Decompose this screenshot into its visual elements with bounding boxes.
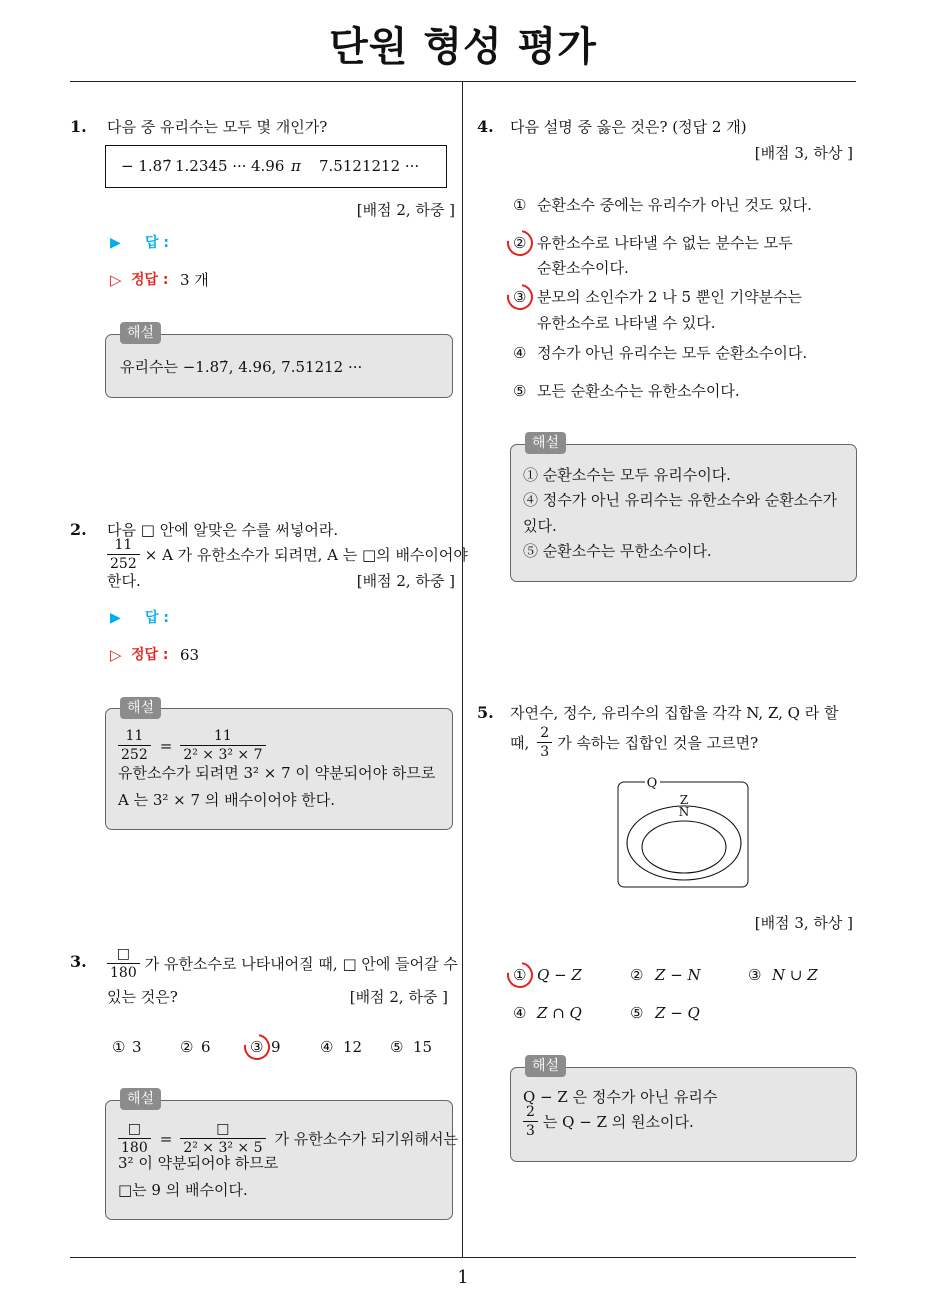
option-text: 유한소수로 나타낼 수 없는 분수는 모두 xyxy=(537,234,793,252)
correct-label: 정답 : xyxy=(131,272,169,288)
fraction-denominator: 252 xyxy=(110,556,137,572)
fraction xyxy=(118,1121,151,1156)
answer-circle-mark xyxy=(502,225,538,261)
option-marker: ② xyxy=(630,966,644,984)
explanation-tab: 해설 xyxy=(120,1088,161,1110)
option-text: 모든 순환소수는 유한소수이다. xyxy=(537,382,740,400)
option-marker: ④ xyxy=(320,1038,334,1056)
option-marker: ⑤ xyxy=(630,1004,644,1022)
explanation-tab: 해설 xyxy=(120,697,161,719)
fraction xyxy=(180,728,265,763)
correct-value: 63 xyxy=(180,646,200,664)
explanation-text: 있다. xyxy=(523,517,557,535)
correct-arrow-icon: ▷ xyxy=(110,271,122,289)
fraction xyxy=(537,725,552,760)
option-marker: ⑤ xyxy=(513,382,527,400)
fraction-numerator: □ xyxy=(118,1121,151,1139)
option-marker: ① xyxy=(513,965,526,985)
option-value: N ∪ Z xyxy=(772,966,818,984)
explanation-text: □는 9 의 배수이다. xyxy=(118,1181,248,1199)
question-text: 가 유한소수로 나타내어질 때, □ 안에 들어갈 수 xyxy=(144,954,458,973)
option-marker: ⑤ xyxy=(390,1038,404,1056)
option-value: 12 xyxy=(343,1038,363,1056)
fraction xyxy=(180,1121,265,1156)
option-marker: ③ xyxy=(748,966,762,984)
set-q-label: Q xyxy=(646,776,658,791)
fraction-denominator: 2² × 3² × 5 xyxy=(183,1140,263,1156)
option-marker: ② xyxy=(180,1038,194,1056)
problem-question: 다음 □ 안에 알맞은 수를 써넣어라. xyxy=(107,521,339,539)
box-item: 7.5121212 ··· xyxy=(319,157,420,175)
option-marker: ① xyxy=(112,1038,126,1056)
explanation-text: ④ 정수가 아닌 유리수는 유한소수와 순환소수가 xyxy=(523,491,838,509)
column-divider xyxy=(462,82,463,1258)
explanation-text: 는 Q − Z 의 원소이다. xyxy=(542,1112,694,1131)
fraction-denominator: 180 xyxy=(121,1140,148,1156)
problem-question-line xyxy=(107,537,468,572)
score-label: [배점 3, 하상 ] xyxy=(754,914,853,932)
fraction-denominator: 252 xyxy=(121,747,148,763)
problem-number: 5. xyxy=(477,703,494,722)
option-value: Z − N xyxy=(655,966,701,984)
option-value: Q − Z xyxy=(537,966,582,984)
score-label: [배점 2, 하중 ] xyxy=(356,201,455,219)
question-text: 가 속하는 집합인 것을 고르면? xyxy=(557,733,759,752)
option-marker: ③ xyxy=(250,1037,263,1057)
explanation-text: 유한소수가 되려면 3² × 7 이 약분되어야 하므로 xyxy=(118,764,436,782)
option-marker: ① xyxy=(513,196,527,214)
answer-circle-mark xyxy=(502,957,538,993)
problem-question-line xyxy=(107,946,458,981)
page-title: 단원 형성 평가 xyxy=(329,24,597,70)
fraction-numerator: □ xyxy=(107,946,140,964)
answer-arrow-icon: ▶ xyxy=(110,610,121,626)
equals-sign: = xyxy=(159,736,173,755)
option-marker: ④ xyxy=(513,344,527,362)
set-n-ellipse xyxy=(642,821,726,873)
set-n-label: N xyxy=(678,805,690,819)
fraction-numerator: 11 xyxy=(118,728,151,746)
option-text: 정수가 아닌 유리수는 모두 순환소수이다. xyxy=(537,344,808,362)
explanation-tab: 해설 xyxy=(525,432,566,454)
set-z-label: Z xyxy=(679,793,689,807)
explanation-line xyxy=(523,1104,694,1139)
fraction-denominator: 180 xyxy=(110,965,137,981)
score-label: [배점 2, 하중 ] xyxy=(349,988,448,1006)
fraction-numerator: 11 xyxy=(107,537,140,555)
explanation-text: Q − Z 은 정수가 아닌 유리수 xyxy=(523,1088,718,1106)
venn-diagram xyxy=(615,776,753,890)
explanation-equation xyxy=(118,1121,458,1156)
correct-label: 정답 : xyxy=(131,647,169,663)
problem-question: 다음 중 유리수는 모두 몇 개인가? xyxy=(107,118,328,136)
option-text: 유한소수로 나타낼 수 있다. xyxy=(537,314,716,332)
option-text: 분모의 소인수가 2 나 5 뿐인 기약분수는 xyxy=(537,288,803,306)
problem-question: 다음 설명 중 옳은 것은? (정답 2 개) xyxy=(510,118,747,136)
score-label: [배점 2, 하중 ] xyxy=(356,572,455,590)
explanation-text: ① 순환소수는 모두 유리수이다. xyxy=(523,466,731,484)
option-value: Z ∩ Q xyxy=(537,1004,582,1022)
fraction xyxy=(118,728,151,763)
fraction-denominator: 3 xyxy=(540,744,550,760)
problem-number: 3. xyxy=(70,952,87,971)
box-item: 1.2345 ··· xyxy=(175,157,247,175)
score-label: [배점 3, 하상 ] xyxy=(754,144,853,162)
correct-value: 3 개 xyxy=(180,271,209,289)
equals-sign: = xyxy=(159,1129,173,1148)
problem-number: 4. xyxy=(477,117,494,136)
fraction-denominator: 2² × 3² × 7 xyxy=(183,747,263,763)
answer-label: 답 : xyxy=(145,610,169,626)
fraction-numerator: 2 xyxy=(523,1104,538,1122)
explanation-text: 가 유한소수가 되기위해서는 xyxy=(274,1129,458,1148)
question-text: × A 가 유한소수가 되려면, A 는 □의 배수이어야 xyxy=(144,545,468,564)
problem-number: 1. xyxy=(70,117,87,136)
explanation-text: ⑤ 순환소수는 무한소수이다. xyxy=(523,542,712,560)
explanation-text: 유리수는 −1.87̇, 4.96, 7.51212 ··· xyxy=(120,358,363,376)
page-number: 1 xyxy=(457,1267,469,1288)
box-item: − 1.87̇ xyxy=(121,157,172,175)
explanation-text: 3² 이 약분되어야 하므로 xyxy=(118,1154,279,1172)
number-list-box xyxy=(105,145,447,188)
option-value: 9 xyxy=(271,1038,281,1056)
top-rule xyxy=(70,81,856,82)
explanation-tab: 해설 xyxy=(120,322,161,344)
explanation-text: A 는 3² × 7 의 배수이어야 한다. xyxy=(118,791,336,809)
fraction-denominator: 3 xyxy=(526,1123,535,1139)
bottom-rule xyxy=(70,1257,856,1258)
option-value: 6 xyxy=(201,1038,211,1056)
option-text: 순환소수이다. xyxy=(537,259,629,277)
problem-question-line xyxy=(510,725,758,760)
question-text: 때, xyxy=(510,733,530,752)
option-marker: ② xyxy=(513,233,526,253)
explanation-tab: 해설 xyxy=(525,1055,566,1077)
option-marker: ④ xyxy=(513,1004,527,1022)
option-value: Z − Q xyxy=(655,1004,700,1022)
answer-circle-mark xyxy=(239,1029,275,1065)
box-item: 4.96 xyxy=(251,157,285,175)
option-value: 3 xyxy=(132,1038,142,1056)
explanation-equation xyxy=(118,728,271,763)
fraction xyxy=(107,537,140,572)
fraction xyxy=(523,1104,538,1139)
option-value: 15 xyxy=(413,1038,433,1056)
fraction-numerator: 11 xyxy=(180,728,265,746)
correct-arrow-icon: ▷ xyxy=(110,646,122,664)
answer-circle-mark xyxy=(502,279,538,315)
box-item: π xyxy=(291,157,301,175)
fraction xyxy=(107,946,140,981)
answer-arrow-icon: ▶ xyxy=(110,235,121,251)
answer-label: 답 : xyxy=(145,235,169,251)
fraction-numerator: 2 xyxy=(537,725,552,743)
question-text: 한다. xyxy=(107,572,141,590)
problem-number: 2. xyxy=(70,520,87,539)
option-text: 순환소수 중에는 유리수가 아닌 것도 있다. xyxy=(537,196,812,214)
question-text: 있는 것은? xyxy=(107,988,178,1006)
fraction-numerator: □ xyxy=(180,1121,265,1139)
option-marker: ③ xyxy=(513,287,526,307)
problem-question: 자연수, 정수, 유리수의 집합을 각각 N, Z, Q 라 할 xyxy=(510,704,839,722)
